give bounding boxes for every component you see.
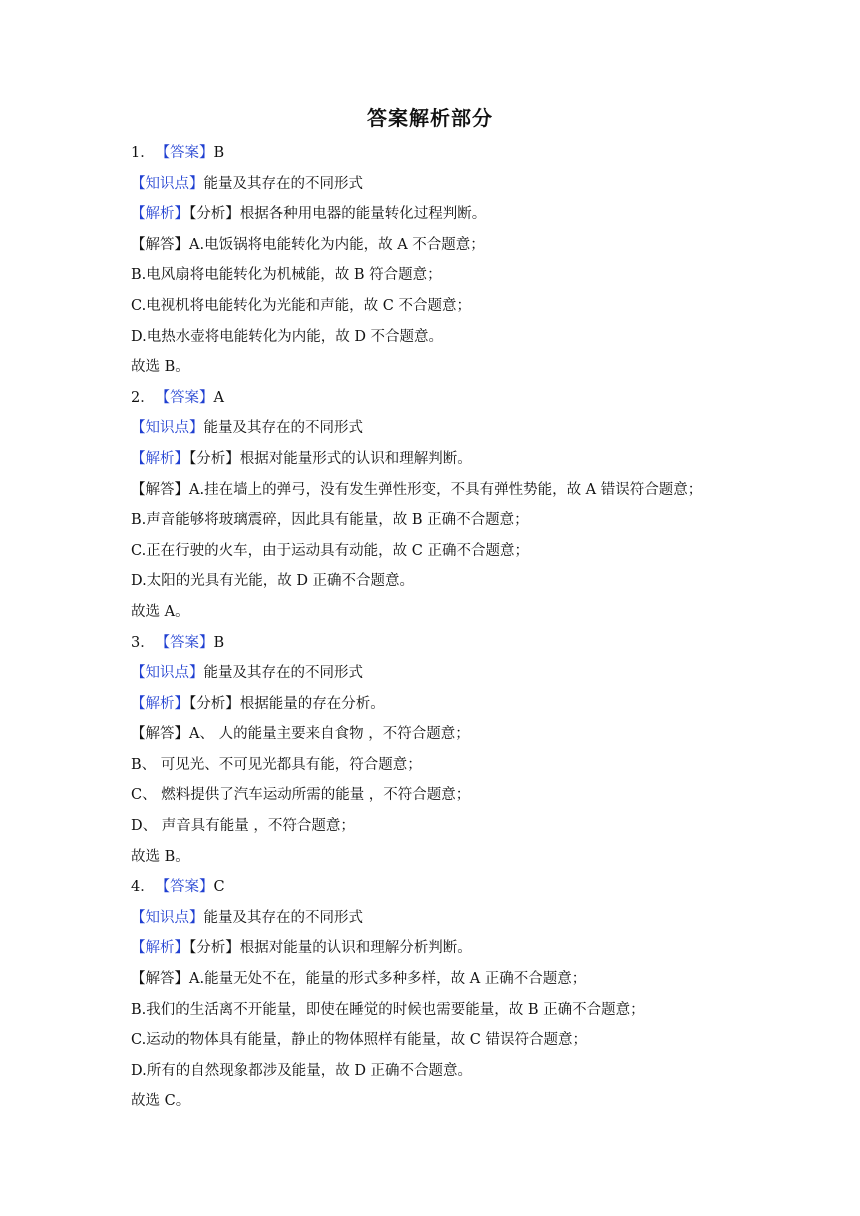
answer-value: B: [213, 634, 225, 651]
analysis-text: 根据能量的存在分析。: [239, 695, 385, 712]
solution-line: [131, 566, 831, 597]
analysis-text: 根据对能量形式的认识和理解判断。: [239, 450, 472, 467]
solution-line: [131, 750, 831, 781]
knowledge-text: 能量及其存在的不同形式: [203, 175, 363, 192]
solution-line: [131, 291, 831, 322]
solution-label: 【解答】: [131, 726, 189, 743]
solution-text: B.我们的生活离不开能量，即使在睡觉的时候也需要能量，故 B 正确不合题意；: [131, 1001, 645, 1018]
analysis-line: [131, 199, 831, 230]
solution-line: [131, 505, 831, 536]
solution-line: [131, 230, 831, 261]
solution-line: [131, 536, 831, 567]
knowledge-label: 【知识点】: [131, 175, 204, 192]
solution-text: C、 燃料提供了汽车运动所需的能量 ，不符合题意；: [131, 787, 471, 804]
solution-text: C.运动的物体具有能量，静止的物体照样有能量，故 C 错误符合题意；: [131, 1032, 587, 1049]
question-number: 4．: [131, 879, 155, 896]
question-number: 2．: [131, 389, 155, 406]
knowledge-label: 【知识点】: [131, 420, 204, 437]
knowledge-line: [131, 903, 831, 934]
solution-text: 故选 A。: [131, 603, 190, 620]
solution-line: [131, 1056, 831, 1087]
knowledge-text: 能量及其存在的不同形式: [203, 665, 363, 682]
knowledge-text: 能量及其存在的不同形式: [203, 420, 363, 437]
solution-text: B.电风扇将电能转化为机械能，故 B 符合题意；: [131, 267, 442, 284]
knowledge-line: [131, 658, 831, 689]
solution-text: 故选 B。: [131, 359, 190, 376]
answer-line: [131, 872, 831, 903]
solution-line: [131, 1025, 831, 1056]
fenxi-label: 【分析】: [189, 940, 240, 957]
answer-line: [131, 383, 831, 414]
solution-line: [131, 842, 831, 873]
analysis-line: [131, 444, 831, 475]
solution-text: 故选 B。: [131, 848, 190, 865]
solution-label: 【解答】: [131, 236, 189, 253]
analysis-text: 根据各种用电器的能量转化过程判断。: [239, 206, 487, 223]
solution-line: [131, 1086, 831, 1117]
solution-text: D.电热水壶将电能转化为内能，故 D 不合题意。: [131, 328, 444, 345]
answer-content: [131, 138, 831, 1117]
fenxi-label: 【分析】: [189, 695, 240, 712]
knowledge-line: [131, 413, 831, 444]
knowledge-label: 【知识点】: [131, 909, 204, 926]
solution-text: A.电饭锅将电能转化为内能，故 A 不合题意；: [189, 236, 485, 253]
solution-text: D.所有的自然现象都涉及能量，故 D 正确不合题意。: [131, 1062, 473, 1079]
knowledge-line: [131, 169, 831, 200]
answer-line: [131, 138, 831, 169]
solution-line: [131, 260, 831, 291]
solution-text: B、 可见光、不可见光都具有能，符合题意；: [131, 756, 422, 773]
knowledge-text: 能量及其存在的不同形式: [203, 909, 363, 926]
solution-line: [131, 597, 831, 628]
analysis-line: [131, 689, 831, 720]
solution-line: [131, 719, 831, 750]
knowledge-label: 【知识点】: [131, 665, 204, 682]
fenxi-label: 【分析】: [189, 206, 240, 223]
solution-text: A、 人的能量主要来自食物 ，不符合题意；: [189, 726, 470, 743]
solution-line: [131, 811, 831, 842]
solution-label: 【解答】: [131, 971, 189, 988]
answer-label: 【答案】: [162, 145, 214, 161]
page-title: 答案解析部分: [367, 106, 493, 130]
solution-text: D.太阳的光具有光能，故 D 正确不合题意。: [131, 573, 415, 590]
analysis-label: 【解析】: [131, 450, 189, 467]
solution-text: B.声音能够将玻璃震碎，因此具有能量，故 B 正确不合题意；: [131, 512, 529, 529]
analysis-line: [131, 933, 831, 964]
question-number: 3．: [131, 634, 155, 651]
answer-value: A: [213, 389, 224, 406]
solution-label: 【解答】: [131, 481, 189, 498]
question-number: 1．: [131, 145, 155, 161]
fenxi-label: 【分析】: [189, 450, 240, 467]
answer-label: 【答案】: [162, 879, 214, 896]
analysis-label: 【解析】: [131, 940, 189, 957]
solution-text: D、 声音具有能量 ，不符合题意；: [131, 818, 355, 835]
answer-value: C: [213, 879, 225, 896]
solution-text: A.挂在墙上的弹弓，没有发生弹性形变，不具有弹性势能，故 A 错误符合题意；: [189, 481, 703, 498]
solution-line: [131, 322, 831, 353]
solution-line: [131, 780, 831, 811]
analysis-text: 根据对能量的认识和理解分析判断。: [239, 940, 472, 957]
answer-label: 【答案】: [162, 389, 214, 406]
solution-text: C.电视机将电能转化为光能和声能，故 C 不合题意；: [131, 297, 471, 314]
solution-line: [131, 352, 831, 383]
solution-line: [131, 995, 831, 1026]
answer-label: 【答案】: [162, 634, 214, 651]
solution-text: C.正在行驶的火车，由于运动具有动能，故 C 正确不合题意；: [131, 542, 529, 559]
solution-text: A.能量无处不在，能量的形式多种多样，故 A 正确不合题意；: [189, 971, 587, 988]
analysis-label: 【解析】: [131, 695, 189, 712]
solution-line: [131, 964, 831, 995]
solution-text: 故选 C。: [131, 1093, 191, 1110]
answer-line: [131, 628, 831, 659]
answer-value: B: [213, 145, 225, 161]
analysis-label: 【解析】: [131, 206, 189, 223]
solution-line: [131, 475, 831, 506]
